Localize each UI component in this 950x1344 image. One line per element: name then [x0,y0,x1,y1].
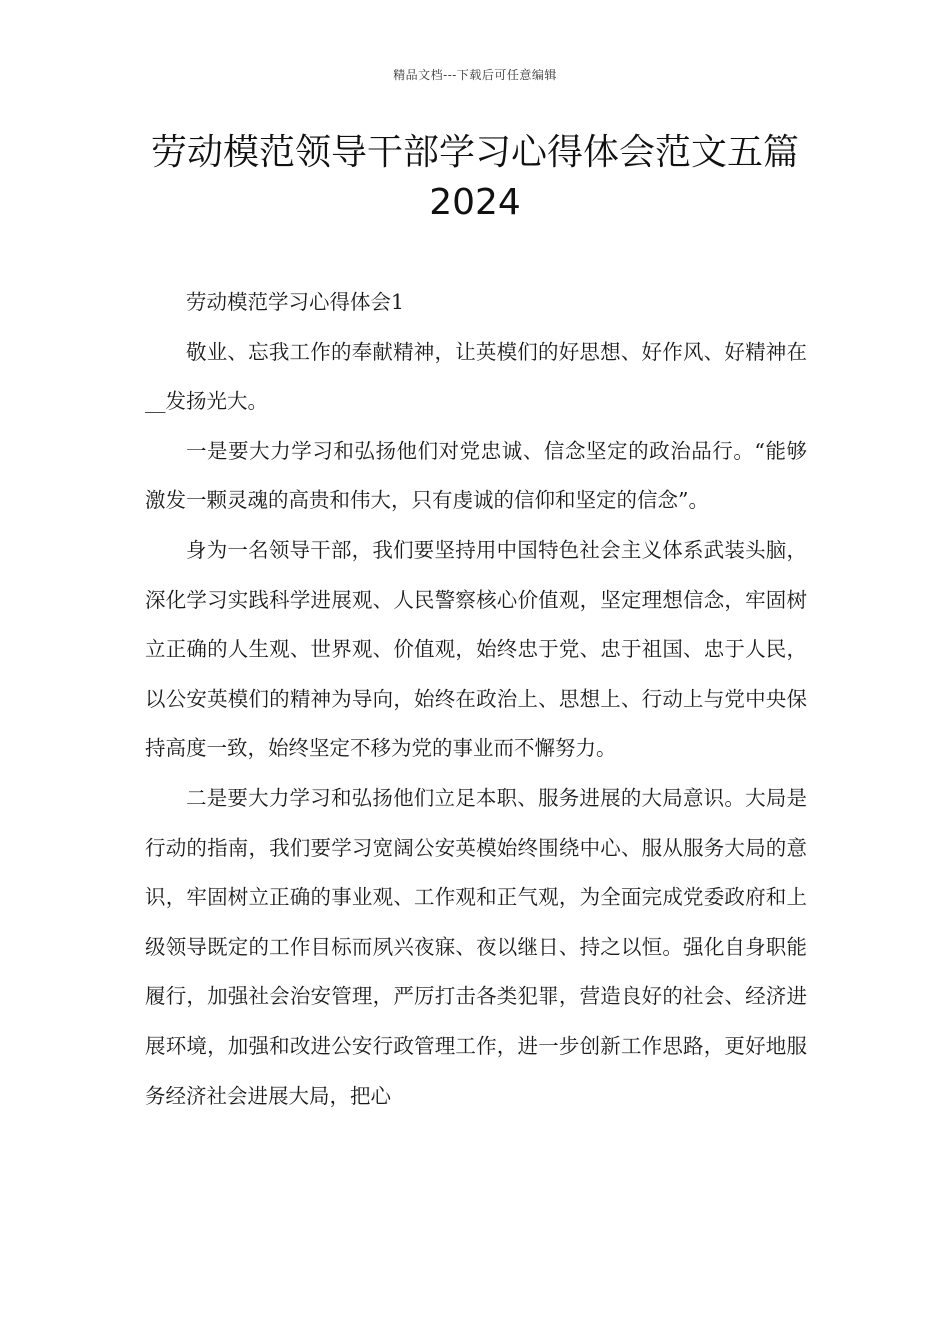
document-title: 劳动模范领导干部学习心得体会范文五篇2024 [150,132,799,223]
paragraph: 一是要大力学习和弘扬他们对党忠诚、信念坚定的政治品行。“能够激发一颗灵魂的高贵和伟大，只有虔诚的信仰和坚定的信念”。 [145,438,807,513]
paragraph: 二是要大力学习和弘扬他们立足本职、服务进展的大局意识。大局是行动的指南，我们要学习宽阔公安英模始终围绕中心、服从服务大局的意识，牢固树立正确的事业观、工作观和正气观，为全面完成党委政府和上级领导既定的工作目标而夙兴夜寐、夜以继日、持之以恒。强化自身职能履行，加强社会治安管理，严厉打击各类犯罪，营造良好的社会、经济进展环境，加强和改进公安行政管理工作，进一步创新工作思路，更好地服务经济社会进展大局，把心 [145,785,807,1108]
document-body [145,278,807,1121]
section-heading: 劳动模范学习心得体会1 [186,290,405,314]
header-note: 精品文档---下载后可任意编辑 [393,68,557,82]
paragraph: 身为一名领导干部，我们要坚持用中国特色社会主义体系武装头脑，深化学习实践科学进展观、人民警察核心价值观，坚定理想信念，牢固树立正确的人生观、世界观、价值观，始终忠于党、忠于祖国、忠于人民，以公安英模们的精神为导向，始终在政治上、思想上、行动上与党中央保持高度一致，始终坚定不移为党的事业而不懈努力。 [145,537,807,761]
paragraph: 敬业、忘我工作的奉献精神，让英模们的好思想、好作风、好精神在__发扬光大。 [145,339,807,414]
